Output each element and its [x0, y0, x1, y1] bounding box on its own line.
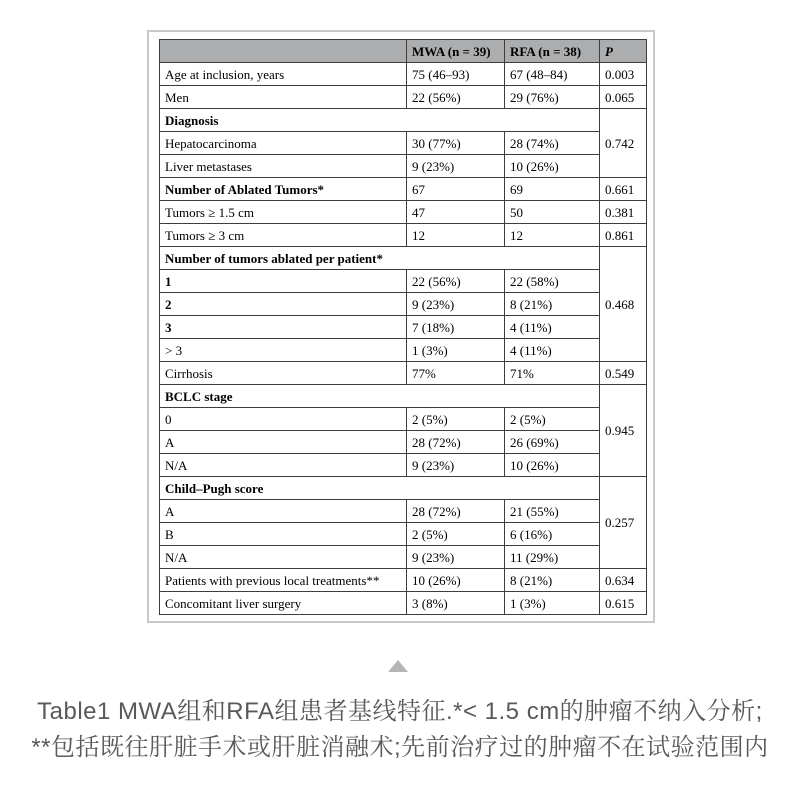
- section-bclc-stage: [160, 385, 647, 408]
- row-previous-local-treatments: [160, 569, 647, 592]
- section-label-cell: BCLC stage: [160, 385, 600, 408]
- row-cirrhosis: [160, 362, 647, 385]
- caption-line-1: Table1 MWA组和RFA组患者基线特征.*< 1.5 cm的肿瘤不纳入分析;: [37, 698, 763, 725]
- rfa-cell: 4 (11%): [505, 339, 600, 362]
- row-child-pugh-na: [160, 546, 647, 569]
- rfa-cell: 21 (55%): [505, 500, 600, 523]
- label-cell: 2: [160, 293, 407, 316]
- mwa-cell: 67: [407, 178, 505, 201]
- mwa-cell: 77%: [407, 362, 505, 385]
- p-cell: 0.742: [600, 109, 647, 178]
- p-cell: 0.257: [600, 477, 647, 569]
- row-tumors-3: [160, 316, 647, 339]
- rfa-cell: 6 (16%): [505, 523, 600, 546]
- p-cell: 0.615: [600, 592, 647, 615]
- rfa-cell: 10 (26%): [505, 155, 600, 178]
- section-tumors-per-patient: [160, 247, 647, 270]
- row-tumors-2: [160, 293, 647, 316]
- mwa-cell: 9 (23%): [407, 293, 505, 316]
- mwa-cell: 12: [407, 224, 505, 247]
- p-cell: 0.861: [600, 224, 647, 247]
- mwa-cell: 30 (77%): [407, 132, 505, 155]
- rfa-cell: 4 (11%): [505, 316, 600, 339]
- p-cell: 0.661: [600, 178, 647, 201]
- row-tumors-1: [160, 270, 647, 293]
- mwa-cell: 3 (8%): [407, 592, 505, 615]
- label-cell: Concomitant liver surgery: [160, 592, 407, 615]
- rfa-cell: 28 (74%): [505, 132, 600, 155]
- label-cell: Hepatocarcinoma: [160, 132, 407, 155]
- table-header-row: [160, 40, 647, 63]
- mwa-cell: 1 (3%): [407, 339, 505, 362]
- row-bclc-na: [160, 454, 647, 477]
- section-child-pugh: [160, 477, 647, 500]
- row-bclc-0: [160, 408, 647, 431]
- label-cell: Tumors ≥ 3 cm: [160, 224, 407, 247]
- section-label-cell: Diagnosis: [160, 109, 600, 132]
- row-number-ablated-tumors: [160, 178, 647, 201]
- mwa-cell: 22 (56%): [407, 270, 505, 293]
- rfa-cell: 26 (69%): [505, 431, 600, 454]
- label-cell: 3: [160, 316, 407, 339]
- label-cell: Age at inclusion, years: [160, 63, 407, 86]
- mwa-cell: 28 (72%): [407, 500, 505, 523]
- row-men: [160, 86, 647, 109]
- label-cell: Number of Ablated Tumors*: [160, 178, 407, 201]
- p-cell: 0.381: [600, 201, 647, 224]
- mwa-cell: 2 (5%): [407, 408, 505, 431]
- mwa-cell: 47: [407, 201, 505, 224]
- p-cell: 0.468: [600, 247, 647, 362]
- row-tumors-gt3: [160, 339, 647, 362]
- mwa-cell: 2 (5%): [407, 523, 505, 546]
- label-cell: A: [160, 500, 407, 523]
- p-cell: 0.549: [600, 362, 647, 385]
- label-cell: Cirrhosis: [160, 362, 407, 385]
- header-p-cell: P: [600, 40, 647, 63]
- mwa-cell: 9 (23%): [407, 546, 505, 569]
- rfa-cell: 8 (21%): [505, 293, 600, 316]
- header-mwa-cell: MWA (n = 39): [407, 40, 505, 63]
- rfa-cell: 8 (21%): [505, 569, 600, 592]
- caption-line-2: **包括既往肝脏手术或肝脏消融术;先前治疗过的肿瘤不在试验范围内: [31, 734, 769, 761]
- rfa-cell: 29 (76%): [505, 86, 600, 109]
- row-age: [160, 63, 647, 86]
- rfa-cell: 2 (5%): [505, 408, 600, 431]
- header-rfa-cell: RFA (n = 38): [505, 40, 600, 63]
- label-cell: B: [160, 523, 407, 546]
- label-cell: Men: [160, 86, 407, 109]
- row-bclc-a: [160, 431, 647, 454]
- row-child-pugh-a: [160, 500, 647, 523]
- label-cell: Patients with previous local treatments**: [160, 569, 407, 592]
- row-hepatocarcinoma: [160, 132, 647, 155]
- rfa-cell: 71%: [505, 362, 600, 385]
- section-label-cell: Child–Pugh score: [160, 477, 600, 500]
- rfa-cell: 10 (26%): [505, 454, 600, 477]
- triangle-up-icon[interactable]: [388, 660, 408, 672]
- row-concomitant-liver-surgery: [160, 592, 647, 615]
- row-liver-metastases: [160, 155, 647, 178]
- label-cell: Liver metastases: [160, 155, 407, 178]
- p-cell: 0.003: [600, 63, 647, 86]
- row-tumors-ge-1-5cm: [160, 201, 647, 224]
- label-cell: Tumors ≥ 1.5 cm: [160, 201, 407, 224]
- rfa-cell: 67 (48–84): [505, 63, 600, 86]
- label-cell: N/A: [160, 546, 407, 569]
- mwa-cell: 22 (56%): [407, 86, 505, 109]
- rfa-cell: 12: [505, 224, 600, 247]
- table-card: [147, 30, 655, 623]
- p-cell: 0.634: [600, 569, 647, 592]
- label-cell: 1: [160, 270, 407, 293]
- rfa-cell: 69: [505, 178, 600, 201]
- rfa-cell: 1 (3%): [505, 592, 600, 615]
- row-child-pugh-b: [160, 523, 647, 546]
- label-cell: A: [160, 431, 407, 454]
- label-cell: N/A: [160, 454, 407, 477]
- label-cell: > 3: [160, 339, 407, 362]
- section-label-cell: Number of tumors ablated per patient*: [160, 247, 600, 270]
- figure-caption: [0, 694, 800, 766]
- header-empty-cell: [160, 40, 407, 63]
- p-cell: 0.945: [600, 385, 647, 477]
- rfa-cell: 11 (29%): [505, 546, 600, 569]
- section-diagnosis: [160, 109, 647, 132]
- mwa-cell: 9 (23%): [407, 454, 505, 477]
- mwa-cell: 28 (72%): [407, 431, 505, 454]
- label-cell: 0: [160, 408, 407, 431]
- rfa-cell: 22 (58%): [505, 270, 600, 293]
- mwa-cell: 7 (18%): [407, 316, 505, 339]
- mwa-cell: 75 (46–93): [407, 63, 505, 86]
- mwa-cell: 10 (26%): [407, 569, 505, 592]
- row-tumors-ge-3cm: [160, 224, 647, 247]
- baseline-characteristics-table: [159, 39, 647, 615]
- rfa-cell: 50: [505, 201, 600, 224]
- mwa-cell: 9 (23%): [407, 155, 505, 178]
- p-cell: 0.065: [600, 86, 647, 109]
